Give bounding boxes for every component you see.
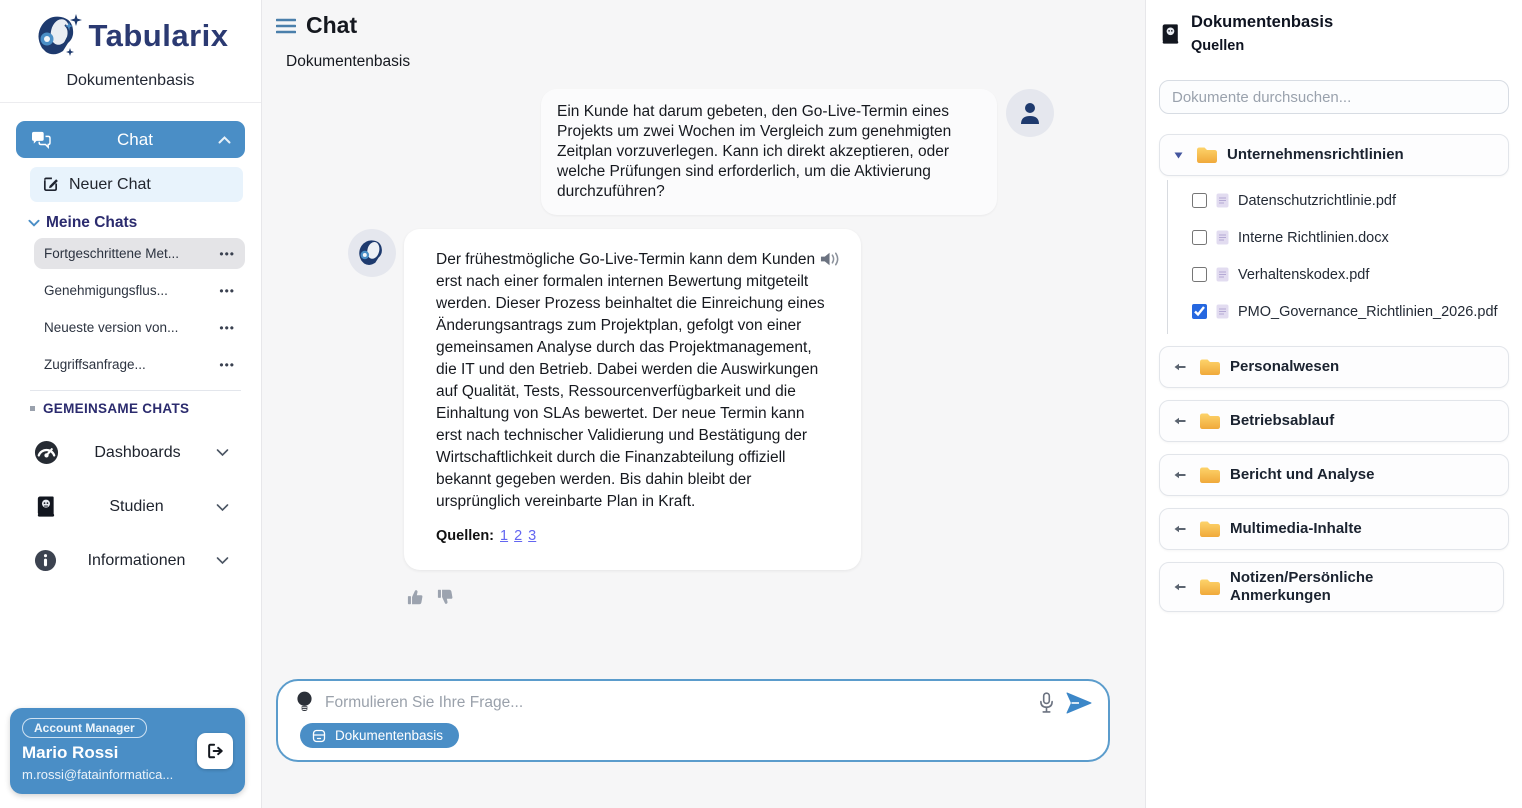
chat-list-item[interactable] xyxy=(34,275,245,306)
sources-row xyxy=(436,528,835,544)
collapse-arrow-icon xyxy=(1174,471,1186,479)
sidebar-item-studies-label: Studien xyxy=(109,498,164,515)
collapse-arrow-icon xyxy=(1174,525,1186,533)
chat-item-label: Zugriffsanfrage... xyxy=(44,357,146,372)
folder-icon xyxy=(1199,466,1221,484)
file-name: Verhaltenskodex.pdf xyxy=(1238,266,1370,283)
chat-main xyxy=(262,0,1145,808)
database-icon xyxy=(312,729,326,743)
chat-item-label: Genehmigungsflus... xyxy=(44,283,168,298)
robot-avatar-icon xyxy=(355,236,389,270)
chat-list-item[interactable] xyxy=(34,312,245,343)
mic-icon[interactable] xyxy=(1039,692,1054,714)
file-checkbox[interactable] xyxy=(1192,193,1207,208)
sidebar-item-studies[interactable] xyxy=(26,489,237,525)
bot-message-bubble xyxy=(404,229,861,570)
documents-panel-subtitle: Quellen xyxy=(1191,38,1245,54)
folder-icon xyxy=(1199,412,1221,430)
folder-icon xyxy=(1199,358,1221,376)
file-name: Datenschutzrichtlinie.pdf xyxy=(1238,192,1396,209)
dashboards-gauge-icon xyxy=(34,440,59,465)
caret-down-icon xyxy=(1174,152,1183,159)
chat-bubbles-icon xyxy=(30,131,52,149)
folder-unternehmensrichtlinien[interactable] xyxy=(1159,134,1509,176)
new-chat-button[interactable] xyxy=(30,167,243,202)
file-name: Interne Richtlinien.docx xyxy=(1238,229,1389,246)
folder-name: Multimedia-Inhalte xyxy=(1230,520,1362,537)
folder-icon xyxy=(1199,578,1221,596)
brand-name: Tabularix xyxy=(88,18,229,53)
user-account-card xyxy=(10,708,245,794)
chevron-down-icon xyxy=(216,448,229,457)
user-message-bubble: Ein Kunde hat darum gebeten, den Go-Live-Termin eines Projekts um zwei Wochen im Vergleich zum genehmigten Zeitplan vorzuverlegen. Kann ich direkt akzeptieren, oder welche Prüfungen sind erforderlich, um die Aktivierung durchzuführen? xyxy=(541,89,997,215)
chat-list-item[interactable] xyxy=(34,349,245,380)
file-checkbox[interactable] xyxy=(1192,304,1207,319)
thumbs-up-icon[interactable] xyxy=(407,588,425,606)
document-base-icon xyxy=(1159,14,1181,54)
folder-name: Bericht und Analyse xyxy=(1230,466,1375,483)
left-sidebar xyxy=(0,0,262,808)
document-search-input[interactable] xyxy=(1159,80,1509,114)
sidebar-item-information-label: Informationen xyxy=(87,551,186,569)
folder-name: Betriebsablauf xyxy=(1230,412,1335,429)
hamburger-menu-icon[interactable] xyxy=(276,18,296,34)
folder-name: Unternehmensrichtlinien xyxy=(1227,146,1404,163)
documents-panel-title: Dokumentenbasis xyxy=(1191,13,1334,31)
folder-icon xyxy=(1199,520,1221,538)
file-row[interactable] xyxy=(1192,219,1509,256)
sources-label: Quellen: xyxy=(436,528,495,544)
folder-notizen-persoenliche-anmerkungen[interactable] xyxy=(1159,562,1504,612)
studies-book-icon xyxy=(34,495,57,519)
chevron-down-icon xyxy=(216,503,229,512)
logout-icon xyxy=(206,742,224,760)
thumbs-down-icon[interactable] xyxy=(437,588,455,606)
folder-name: Notizen/Persönliche Anmerkungen xyxy=(1230,569,1374,604)
new-chat-label: Neuer Chat xyxy=(69,175,151,193)
speaker-icon[interactable] xyxy=(820,251,841,267)
chat-list-item[interactable] xyxy=(34,238,245,269)
folder-icon xyxy=(1196,146,1218,164)
shared-chats-label: GEMEINSAME CHATS xyxy=(43,401,190,416)
info-icon xyxy=(34,549,57,572)
brand-header xyxy=(0,0,261,103)
file-checkbox[interactable] xyxy=(1192,267,1207,282)
context-pill-label: Dokumentenbasis xyxy=(335,728,444,743)
file-row[interactable] xyxy=(1192,182,1509,219)
shared-chats-header[interactable] xyxy=(30,401,245,416)
bot-message-row xyxy=(262,229,1145,570)
sidebar-menu xyxy=(0,103,261,578)
role-badge: Account Manager xyxy=(22,718,147,738)
brand-subtitle: Dokumentenbasis xyxy=(66,72,195,89)
user-email: m.rossi@fatainformatica... xyxy=(22,767,174,782)
user-avatar xyxy=(1006,89,1054,137)
file-checkbox[interactable] xyxy=(1192,230,1207,245)
chevron-down-icon xyxy=(216,556,229,565)
divider xyxy=(30,390,241,391)
user-name: Mario Rossi xyxy=(22,743,119,762)
message-list xyxy=(262,71,1145,606)
collapse-arrow-icon xyxy=(1174,417,1186,425)
file-row[interactable] xyxy=(1192,293,1509,330)
sidebar-item-chat-label: Chat xyxy=(117,129,153,149)
more-options-icon[interactable]: ••• xyxy=(219,283,235,298)
documents-panel xyxy=(1145,0,1522,808)
source-link[interactable]: 1 xyxy=(500,528,509,544)
folder-betriebsablauf[interactable] xyxy=(1159,400,1509,442)
chevron-up-icon xyxy=(218,136,231,144)
chat-item-label: Neueste version von... xyxy=(44,320,179,335)
sidebar-item-chat[interactable] xyxy=(16,121,245,158)
document-icon xyxy=(1216,230,1229,245)
more-options-icon[interactable]: ••• xyxy=(219,246,235,261)
folder-bericht-und-analyse[interactable] xyxy=(1159,454,1509,496)
collapse-arrow-icon xyxy=(1174,583,1186,591)
user-message-row xyxy=(262,89,1145,215)
context-pill-dokumentenbasis[interactable] xyxy=(300,723,459,748)
bot-message-text: Der frühestmögliche Go-Live-Termin kann dem Kunden erst nach einer formalen internen Bewertung mitgeteilt werden. Dieser Prozess beinhaltet die Einreichung eines Änderungsantrags zum Projektplan, gefolgt von einer gemeinsamen Analyse durch das Projektmanagement, die IT und den Betrieb. Dabei werden die Auswirkungen auf Qualität, Tests, Ressourcenverfügbarkeit und die Einhaltung von SLAs bewertet. Der neue Termin kann erst nach technischer Validierung und Bestätigung der Wirtschaftlichkeit durch die Finanzabteilung offiziell bekannt gegeben werden. Bis dahin bleibt der ursprünglich vereinbarte Plan in Kraft. xyxy=(436,251,825,510)
chat-item-label: Fortgeschrittene Met... xyxy=(44,246,180,261)
my-chats-header[interactable] xyxy=(28,214,245,232)
page-subtitle: Dokumentenbasis xyxy=(286,53,411,70)
person-icon xyxy=(1017,100,1043,126)
folder-personalwesen[interactable] xyxy=(1159,346,1509,388)
tabularix-robot-logo-icon xyxy=(32,10,84,62)
document-icon xyxy=(1216,267,1229,282)
chat-input[interactable] xyxy=(325,694,1027,712)
collapse-arrow-icon xyxy=(1174,363,1186,371)
folder-name: Personalwesen xyxy=(1230,358,1340,375)
sidebar-item-information[interactable] xyxy=(26,543,237,578)
source-link[interactable]: 2 xyxy=(514,528,523,544)
bot-avatar xyxy=(348,229,396,277)
chat-header xyxy=(262,0,1145,71)
lightbulb-icon xyxy=(296,691,313,715)
my-chats-label: Meine Chats xyxy=(46,214,138,231)
sidebar-item-dashboards[interactable] xyxy=(26,434,237,471)
file-name: PMO_Governance_Richtlinien_2026.pdf xyxy=(1238,303,1498,320)
more-options-icon[interactable]: ••• xyxy=(219,357,235,372)
document-icon xyxy=(1216,193,1229,208)
file-tree xyxy=(1167,180,1509,334)
page-title: Chat xyxy=(306,12,358,38)
folder-multimedia-inhalte[interactable] xyxy=(1159,508,1509,550)
source-link[interactable]: 3 xyxy=(528,528,537,544)
message-composer xyxy=(276,679,1110,762)
more-options-icon[interactable]: ••• xyxy=(219,320,235,335)
feedback-row xyxy=(407,588,1145,606)
document-icon xyxy=(1216,304,1229,319)
logout-button[interactable] xyxy=(197,733,233,769)
chevron-down-icon xyxy=(28,219,40,227)
send-icon[interactable] xyxy=(1066,692,1092,714)
file-row[interactable] xyxy=(1192,256,1509,293)
new-chat-pencil-icon xyxy=(42,176,59,193)
documents-panel-header xyxy=(1159,13,1509,54)
sidebar-item-dashboards-label: Dashboards xyxy=(94,443,181,461)
square-bullet-icon xyxy=(30,406,35,411)
